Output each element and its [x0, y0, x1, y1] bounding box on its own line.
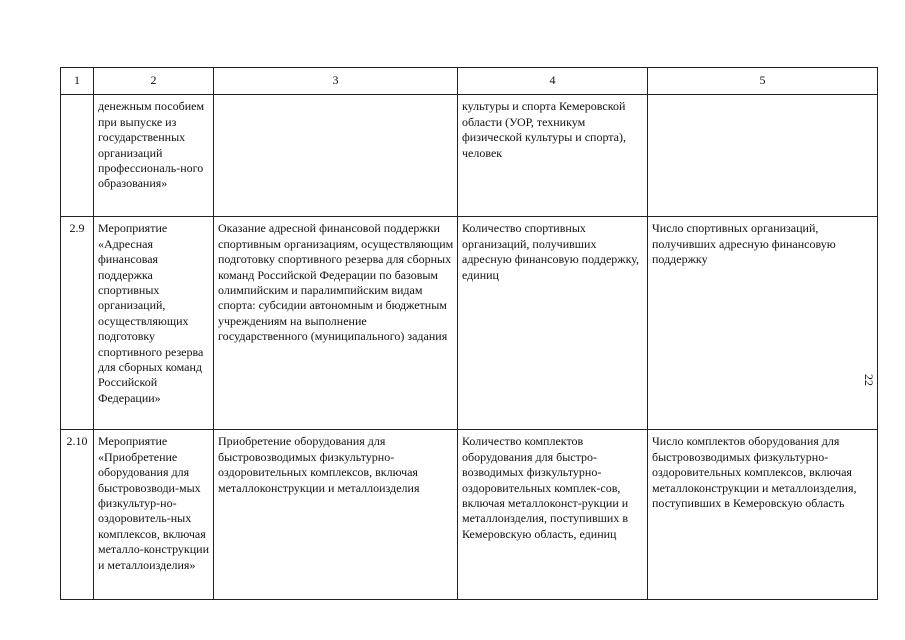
description-cell: [214, 95, 458, 217]
description-cell: Приобретение оборудования для быстровозводимых физкультурно-оздоровительных комплексов, включая металлоконструкции и металлоизделия: [214, 430, 458, 600]
table-row-continuation: [61, 95, 878, 217]
row-number: 2.10: [61, 430, 94, 600]
indicator-cell: Количество комплектов оборудования для быстро-возводимых физкультурно-оздоровительных комплек-сов, включая металлоконст-рукции и металлоизделия, поступивших в Кемеровскую область, единиц: [458, 430, 648, 600]
indicator-cell: Количество спортивных организаций, получивших адресную финансовую поддержку, единиц: [458, 217, 648, 430]
row-number: [61, 95, 94, 217]
page-number: 22: [862, 374, 876, 386]
result-cell: Число спортивных организаций, получивших адресную финансовую поддержку: [648, 217, 878, 430]
header-col-3: 3: [214, 68, 458, 95]
header-col-2: 2: [94, 68, 214, 95]
table-row-2-10: [61, 430, 878, 600]
header-col-5: 5: [648, 68, 878, 95]
indicator-cell: культуры и спорта Кемеровской области (УОР, техникум физической культуры и спорта), человек: [458, 95, 648, 217]
result-cell: Число комплектов оборудования для быстровозводимых физкультурно-оздоровительных комплексов, включая металлоконструкции и металлоизделия, поступивших в Кемеровскую область: [648, 430, 878, 600]
row-number: 2.9: [61, 217, 94, 430]
table-row-2-9: [61, 217, 878, 430]
result-cell: [648, 95, 878, 217]
event-name-cell: денежным пособием при выпуске из государственных организаций профессиональ-ного образования»: [94, 95, 214, 217]
header-row: [61, 68, 878, 95]
event-name-cell: Мероприятие «Адресная финансовая поддержка спортивных организаций, осуществляющих подготовку спортивного резерва для сборных команд Российской Федерации»: [94, 217, 214, 430]
header-col-4: 4: [458, 68, 648, 95]
header-col-1: 1: [61, 68, 94, 95]
description-cell: Оказание адресной финансовой поддержки спортивным организациям, осуществляющим подготовку спортивного резерва для сборных команд Российской Федерации по базовым олимпийским и паралимпийским видам спорта: субсидии автономным и бюджетным учреждениям на выполнение государственного (муниципального) задания: [214, 217, 458, 430]
event-name-cell: Мероприятие «Приобретение оборудования для быстровозводи-мых физкультур-но-оздоровитель-ных комплексов, включая металло-конструкции и металлоизделия»: [94, 430, 214, 600]
program-table: [60, 67, 878, 600]
